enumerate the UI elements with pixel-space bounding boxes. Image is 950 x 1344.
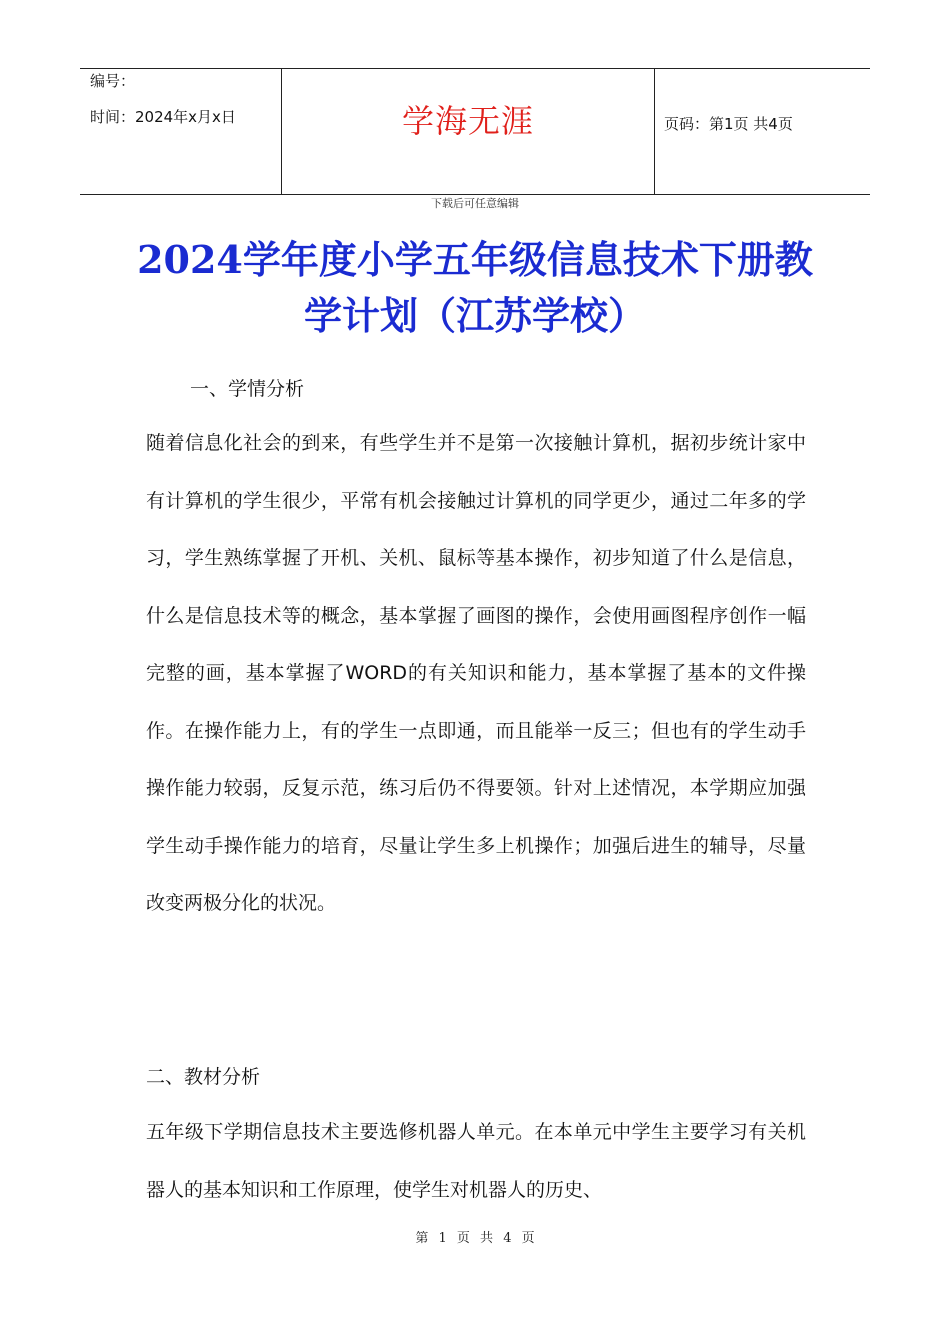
number-label: 编号： bbox=[90, 72, 136, 90]
time-label: 时间：2024年x月x日 bbox=[90, 108, 236, 126]
section-heading: 二、教材分析 bbox=[146, 1066, 261, 1088]
document-title: 2024学年度小学五年级信息技术下册教学计划（江苏学校） bbox=[137, 237, 813, 338]
section-body: 随着信息化社会的到来，有些学生并不是第一次接触计算机，据初步统计家中有计算机的学生很少，平常有机会接触过计算机的同学更少，通过二年多的学习，学生熟练掌握了开机、关机、鼠标等基本操作，初步知道了什么是信息，什么是信息技术等的概念，基本掌握了画图的操作，会使用画图程序创作一幅完整的画，基本掌握了WORD的有关知识和能力，基本掌握了基本的文件操作。在操作能力上，有的学生一点即通，而且能举一反三；但也有的学生动手操作能力较弱，反复示范，练习后仍不得要领。针对上述情况，本学期应加强学生动手操作能力的培育，尽量让学生多上机操作；加强后进生的辅导，尽量改变两极分化的状况。 bbox=[146, 432, 806, 914]
page-info: 页码：第1页 共4页 bbox=[664, 115, 793, 133]
page-footer: 第 1 页 共 4 页 bbox=[415, 1231, 535, 1246]
section-body: 五年级下学期信息技术主要选修机器人单元。在本单元中学生主要学习有关机器人的基本知识和工作原理，使学生对机器人的历史、 bbox=[146, 1121, 806, 1201]
brand-title: 学海无涯 bbox=[401, 102, 534, 140]
header-table bbox=[80, 68, 870, 195]
header-divider bbox=[654, 69, 655, 194]
edit-note: 下载后可任意编辑 bbox=[431, 197, 519, 210]
header-left-cell bbox=[90, 71, 236, 127]
section-heading: 一、学情分析 bbox=[190, 378, 305, 400]
